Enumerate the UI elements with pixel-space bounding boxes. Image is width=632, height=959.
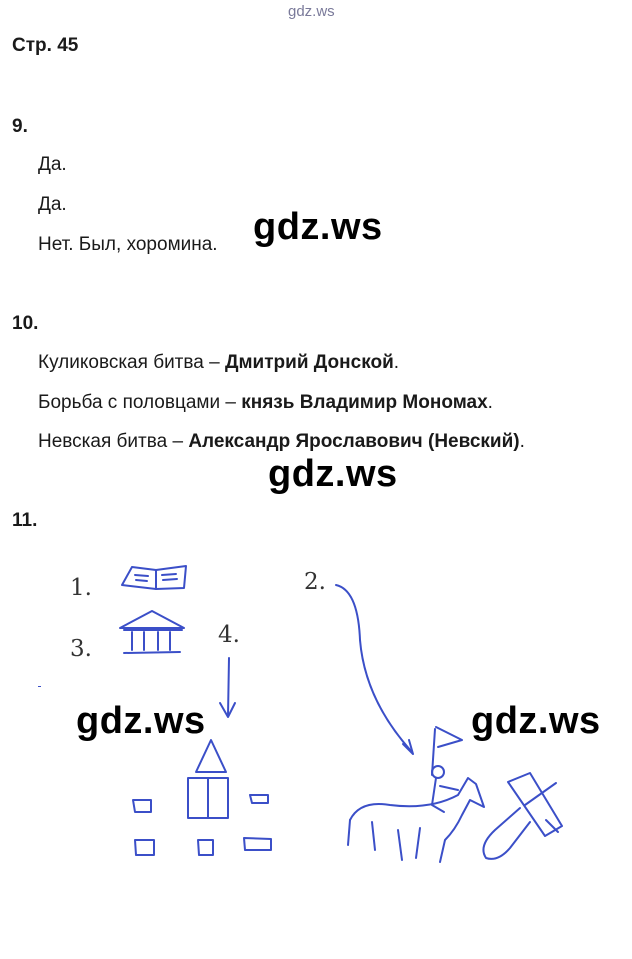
battle-name: Куликовская битва – bbox=[38, 352, 225, 373]
small-block-icons bbox=[133, 795, 271, 855]
battle-name: Борьба с половцами – bbox=[38, 392, 242, 413]
question-9-answer-3: Нет. Был, хоромина. bbox=[38, 234, 218, 255]
question-9-answer-1: Да. bbox=[38, 154, 67, 175]
person-name: Дмитрий Донской bbox=[224, 352, 394, 373]
person-name: Александр Ярославович (Невский) bbox=[188, 431, 520, 452]
columned-building-icon bbox=[120, 611, 184, 653]
label-1: 1. bbox=[70, 575, 92, 601]
tower-icon bbox=[188, 740, 228, 818]
watermark: gdz.ws bbox=[253, 206, 383, 248]
watermark: gdz.ws bbox=[268, 453, 398, 495]
period: . bbox=[519, 431, 525, 452]
arrow-curved-icon bbox=[336, 585, 413, 754]
period: . bbox=[487, 392, 493, 413]
question-11-number: 11. bbox=[12, 510, 38, 531]
question-10-number: 10. bbox=[12, 313, 39, 334]
question-9-number: 9. bbox=[12, 116, 28, 137]
label-3: 3. bbox=[70, 636, 92, 662]
horse-rider-icon bbox=[348, 766, 484, 862]
person-name: князь Владимир Мономах bbox=[241, 392, 488, 413]
page-reference: Стр. 45 bbox=[12, 35, 79, 56]
site-header: gdz.ws bbox=[288, 3, 335, 20]
fallen-figure-icon bbox=[483, 773, 562, 859]
open-book-icon bbox=[122, 566, 186, 589]
watermark: gdz.ws bbox=[471, 700, 601, 742]
watermark: gdz.ws bbox=[76, 700, 206, 742]
battle-name: Невская битва – bbox=[38, 431, 189, 452]
label-2: 2. bbox=[304, 569, 326, 595]
period: . bbox=[393, 352, 400, 373]
flag-icon bbox=[432, 727, 462, 775]
label-4: 4. bbox=[218, 622, 240, 648]
question-9-answer-2: Да. bbox=[38, 194, 67, 215]
arrow-down-icon bbox=[220, 658, 235, 717]
